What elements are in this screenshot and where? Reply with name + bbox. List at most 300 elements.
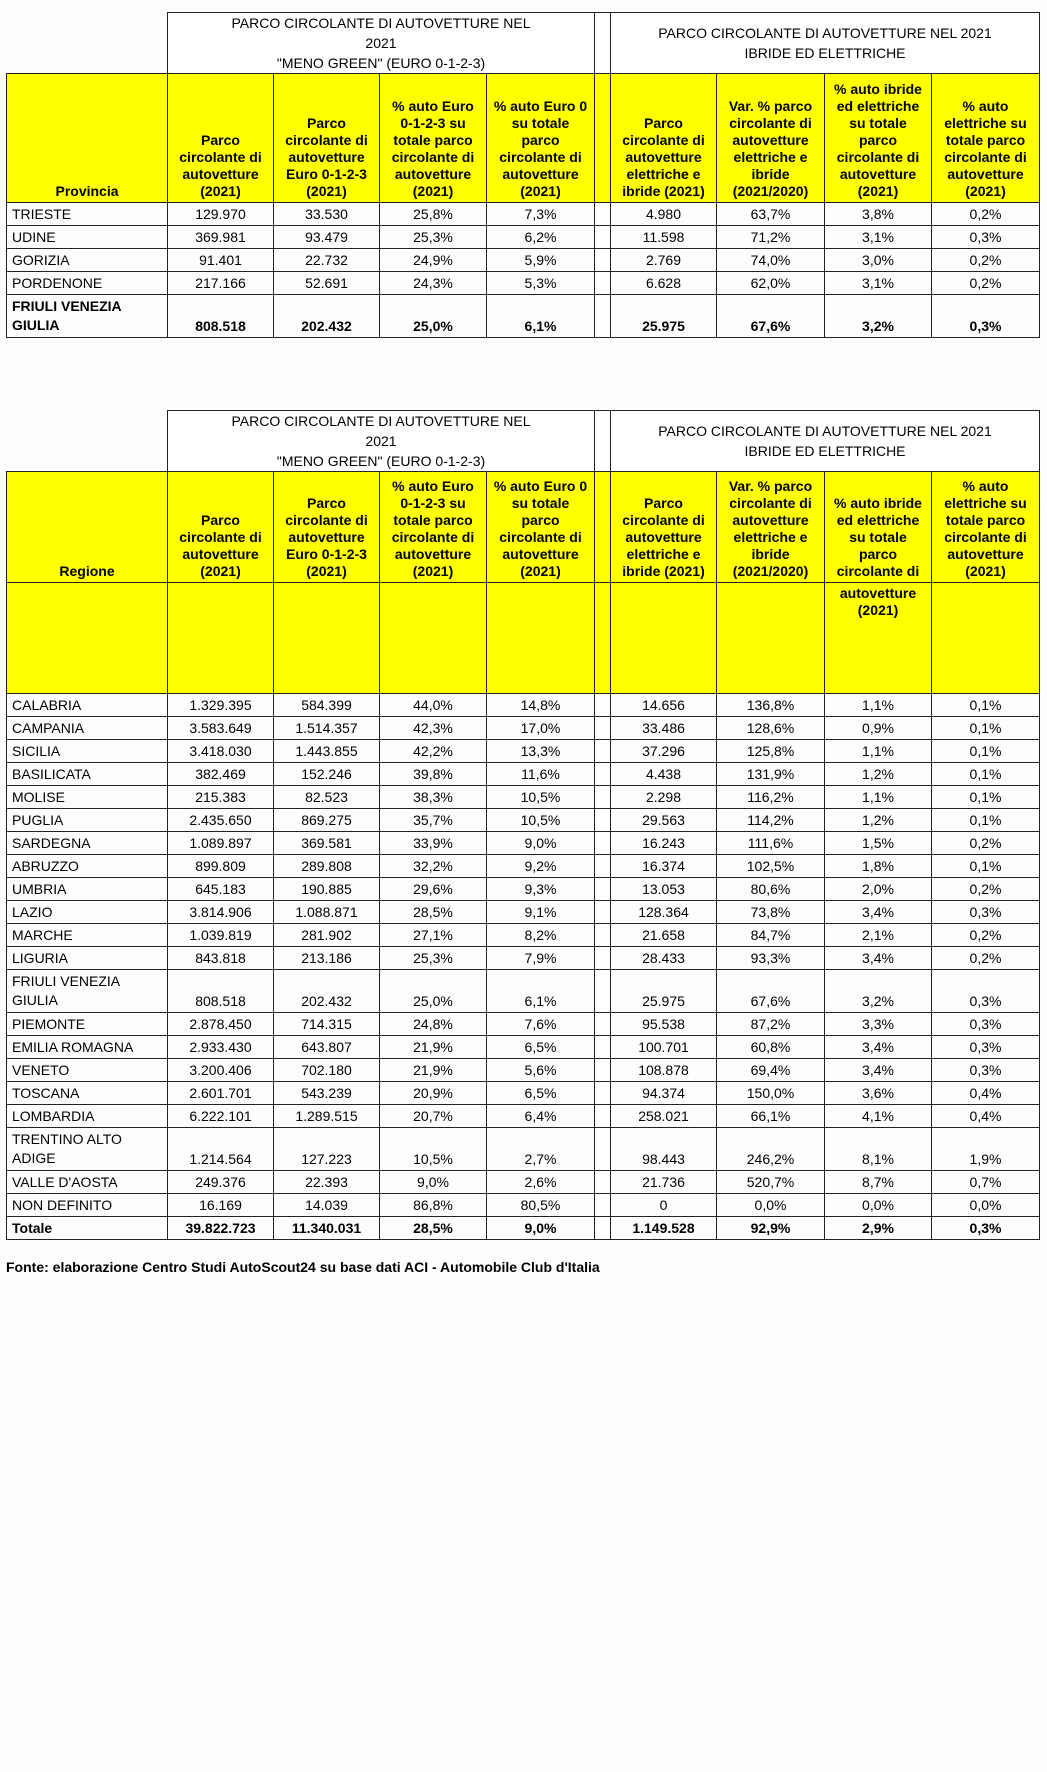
header-line: (2021) [412, 563, 454, 579]
header-line: PARCO CIRCOLANTE DI AUTOVETTURE NEL [231, 15, 531, 31]
table-row [7, 763, 1040, 786]
cell-pct_ibride: 3,2% [825, 970, 932, 1013]
cell-var_pct: 69,4% [717, 1059, 825, 1082]
spacer-cell [595, 1171, 611, 1194]
column-header-parco [168, 472, 274, 583]
cell-var_pct: 114,2% [717, 809, 825, 832]
cell-var_pct: 111,6% [717, 832, 825, 855]
header-line: circolante di [285, 132, 368, 148]
header-line: su totale [511, 495, 570, 511]
column-header-pct_euro0123 [380, 74, 487, 203]
header-line: circolante di [729, 495, 812, 511]
header-line: autovetture [947, 546, 1024, 562]
cell-elettriche_ibride: 25.975 [611, 970, 717, 1013]
row-name: Totale [7, 1217, 168, 1240]
header-line: circolante di [622, 132, 705, 148]
spacer-cell [595, 1217, 611, 1240]
empty-header-cell [717, 583, 825, 694]
cell-pct_ibride: 8,1% [825, 1128, 932, 1171]
row-name: LIGURIA [7, 947, 168, 970]
cell-pct_euro0123: 28,5% [380, 1217, 487, 1240]
cell-pct_euro0: 6,1% [487, 970, 595, 1013]
cell-euro0123: 281.902 [274, 924, 380, 947]
row-name: MARCHE [7, 924, 168, 947]
header-line: (2021/2020) [732, 183, 809, 199]
cell-euro0123: 152.246 [274, 763, 380, 786]
spacer-cell [595, 411, 611, 472]
header-line: 0-1-2-3 su [400, 115, 466, 131]
row-name: UMBRIA [7, 878, 168, 901]
cell-pct_ibride: 2,9% [825, 1217, 932, 1240]
cell-parco: 2.878.450 [168, 1013, 274, 1036]
header-line: circolante di [285, 512, 368, 528]
header-line: autovetture [947, 166, 1024, 182]
header-line: ibride [751, 546, 790, 562]
row-name: SARDEGNA [7, 832, 168, 855]
cell-euro0123: 82.523 [274, 786, 380, 809]
cell-pct_euro0123: 25,8% [380, 203, 487, 226]
column-header-regione: Regione [7, 472, 168, 583]
spacer-cell [595, 832, 611, 855]
cell-pct_ibride: 3,2% [825, 295, 932, 338]
cell-elettriche_ibride: 4.438 [611, 763, 717, 786]
cell-pct_euro0: 5,9% [487, 249, 595, 272]
cell-var_pct: 102,5% [717, 855, 825, 878]
cell-pct_ibride: 1,1% [825, 740, 932, 763]
cell-pct_ibride: 3,4% [825, 1059, 932, 1082]
cell-parco: 16.169 [168, 1194, 274, 1217]
table-row [7, 832, 1040, 855]
group-header-row [7, 411, 1040, 472]
cell-parco: 899.809 [168, 855, 274, 878]
cell-pct_ibride: 3,4% [825, 1036, 932, 1059]
cell-pct_euro0123: 44,0% [380, 694, 487, 717]
cell-pct_euro0123: 35,7% [380, 809, 487, 832]
table-row [7, 1217, 1040, 1240]
table-row [7, 272, 1040, 295]
cell-var_pct: 74,0% [717, 249, 825, 272]
column-header-row [7, 472, 1040, 583]
header-line: circolante di [836, 563, 920, 579]
header-line: (2021) [857, 602, 899, 618]
header-line: autovetture [182, 166, 259, 182]
header-line: % auto Euro 0 [493, 478, 588, 494]
table-row [7, 295, 1040, 338]
header-line: su totale [849, 115, 907, 131]
row-name: PORDENONE [7, 272, 168, 295]
empty-header-cell [168, 583, 274, 694]
cell-elettriche_ibride: 16.243 [611, 832, 717, 855]
empty-header-cell [611, 583, 717, 694]
cell-pct_ibride: 1,2% [825, 809, 932, 832]
cell-parco: 1.039.819 [168, 924, 274, 947]
cell-elettriche_ibride: 33.486 [611, 717, 717, 740]
cell-pct_elettriche: 0,4% [932, 1105, 1040, 1128]
cell-parco: 215.383 [168, 786, 274, 809]
cell-pct_euro0: 13,3% [487, 740, 595, 763]
cell-pct_ibride: 3,1% [825, 272, 932, 295]
cell-var_pct: 87,2% [717, 1013, 825, 1036]
spacer-cell [595, 74, 611, 203]
header-line: circolante di [836, 149, 920, 165]
cell-euro0123: 202.432 [274, 295, 380, 338]
column-header-row [7, 74, 1040, 203]
cell-var_pct: 150,0% [717, 1082, 825, 1105]
row-name: GORIZIA [7, 249, 168, 272]
header-line: (2021) [200, 563, 241, 579]
cell-pct_elettriche: 0,2% [932, 924, 1040, 947]
header-line: Parco [201, 132, 240, 148]
cell-parco: 808.518 [168, 970, 274, 1013]
cell-pct_ibride: 1,1% [825, 694, 932, 717]
column-header-pct_euro0123 [380, 472, 487, 583]
cell-pct_euro0123: 29,6% [380, 878, 487, 901]
header-line: elettriche e [626, 166, 701, 182]
cell-pct_euro0123: 28,5% [380, 901, 487, 924]
header-line: autovetture [839, 585, 917, 601]
cell-pct_ibride: 8,7% [825, 1171, 932, 1194]
cell-euro0123: 702.180 [274, 1059, 380, 1082]
table-row [7, 1171, 1040, 1194]
cell-pct_euro0: 10,5% [487, 786, 595, 809]
column-header-provincia: Provincia [7, 74, 168, 203]
column-header-parco [168, 74, 274, 203]
cell-pct_elettriche: 0,2% [932, 832, 1040, 855]
cell-pct_euro0123: 25,0% [380, 295, 487, 338]
header-line: ed elettriche [836, 98, 920, 114]
header-line: autovetture [625, 149, 702, 165]
header-line: circolante di [944, 529, 1027, 545]
spacer-cell [595, 13, 611, 74]
spacer-cell [595, 1036, 611, 1059]
cell-euro0123: 714.315 [274, 1013, 380, 1036]
cell-pct_euro0: 7,6% [487, 1013, 595, 1036]
cell-pct_ibride: 3,6% [825, 1082, 932, 1105]
header-line: circolante di [179, 149, 262, 165]
cell-pct_ibride: 3,0% [825, 249, 932, 272]
cell-pct_euro0: 9,1% [487, 901, 595, 924]
empty-header-cell [7, 583, 168, 694]
cell-pct_ibride: 2,0% [825, 878, 932, 901]
cell-pct_euro0: 9,3% [487, 878, 595, 901]
cell-var_pct: 71,2% [717, 226, 825, 249]
cell-pct_euro0123: 20,7% [380, 1105, 487, 1128]
header-line: parco [858, 546, 898, 562]
row-name: VALLE D'AOSTA [7, 1171, 168, 1194]
cell-pct_elettriche: 0,2% [932, 272, 1040, 295]
cell-pct_ibride: 2,1% [825, 924, 932, 947]
cell-parco: 249.376 [168, 1171, 274, 1194]
cell-var_pct: 116,2% [717, 786, 825, 809]
cell-pct_elettriche: 0,7% [932, 1171, 1040, 1194]
cell-pct_euro0: 9,0% [487, 832, 595, 855]
cell-pct_euro0: 7,9% [487, 947, 595, 970]
header-line: % auto ibride [834, 495, 922, 511]
header-line: Parco [644, 115, 683, 131]
column-header-elettriche_ibride [611, 472, 717, 583]
cell-pct_euro0123: 24,3% [380, 272, 487, 295]
header-line: % auto Euro [392, 478, 474, 494]
cell-elettriche_ibride: 1.149.528 [611, 1217, 717, 1240]
cell-parco: 39.822.723 [168, 1217, 274, 1240]
cell-var_pct: 92,9% [717, 1217, 825, 1240]
cell-var_pct: 60,8% [717, 1036, 825, 1059]
cell-pct_euro0: 17,0% [487, 717, 595, 740]
column-header-elettriche_ibride [611, 74, 717, 203]
cell-elettriche_ibride: 2.769 [611, 249, 717, 272]
cell-euro0123: 52.691 [274, 272, 380, 295]
cell-pct_euro0123: 10,5% [380, 1128, 487, 1171]
cell-pct_euro0123: 38,3% [380, 786, 487, 809]
cell-pct_euro0: 8,2% [487, 924, 595, 947]
row-name [7, 295, 168, 338]
cell-parco: 3.583.649 [168, 717, 274, 740]
header-line: parco [858, 132, 898, 148]
column-header-var_pct [717, 74, 825, 203]
spacer-cell [595, 1194, 611, 1217]
header-line: 0-1-2-3 su [400, 495, 466, 511]
cell-euro0123: 14.039 [274, 1194, 380, 1217]
header-line: PARCO CIRCOLANTE DI AUTOVETTURE NEL [231, 413, 531, 429]
header-line: (2021/2020) [732, 563, 809, 579]
table-row [7, 740, 1040, 763]
cell-pct_euro0123: 42,2% [380, 740, 487, 763]
empty-cell [7, 13, 168, 74]
header-line: Var. % parco [728, 478, 813, 494]
cell-var_pct: 128,6% [717, 717, 825, 740]
header-line: autovetture [732, 512, 809, 528]
header-line: Parco [201, 512, 240, 528]
cell-euro0123: 190.885 [274, 878, 380, 901]
cell-pct_ibride: 1,8% [825, 855, 932, 878]
cell-pct_euro0: 6,5% [487, 1082, 595, 1105]
cell-euro0123: 33.530 [274, 203, 380, 226]
cell-pct_ibride: 4,1% [825, 1105, 932, 1128]
spacer-cell [595, 855, 611, 878]
header-line: parco [521, 512, 560, 528]
cell-var_pct: 520,7% [717, 1171, 825, 1194]
header-line: (2021) [965, 183, 1006, 199]
column-header-pct_elettriche [932, 74, 1040, 203]
cell-parco: 382.469 [168, 763, 274, 786]
cell-var_pct: 73,8% [717, 901, 825, 924]
column-header-pct_ibride-continued [825, 583, 932, 694]
header-line: circolante di [499, 529, 582, 545]
header-line: GIULIA [12, 317, 60, 333]
cell-pct_ibride: 1,1% [825, 786, 932, 809]
cell-euro0123: 1.443.855 [274, 740, 380, 763]
region-table [6, 410, 1040, 1240]
header-line: ADIGE [12, 1150, 56, 1166]
spacer-cell [595, 717, 611, 740]
table-row [7, 203, 1040, 226]
spacer-cell [595, 1128, 611, 1171]
header-line: autovetture [732, 132, 809, 148]
spacer-cell [595, 970, 611, 1013]
spacer-cell [595, 1059, 611, 1082]
cell-elettriche_ibride: 2.298 [611, 786, 717, 809]
column-header-continuation-row [7, 583, 1040, 694]
cell-euro0123: 93.479 [274, 226, 380, 249]
header-line: IBRIDE ED ELETTRICHE [744, 45, 906, 61]
cell-pct_euro0123: 39,8% [380, 763, 487, 786]
cell-pct_ibride: 1,5% [825, 832, 932, 855]
spacer-cell [595, 1082, 611, 1105]
table-row [7, 1082, 1040, 1105]
cell-var_pct: 0,0% [717, 1194, 825, 1217]
cell-parco: 808.518 [168, 295, 274, 338]
cell-pct_euro0: 10,5% [487, 809, 595, 832]
cell-parco: 129.970 [168, 203, 274, 226]
cell-var_pct: 93,3% [717, 947, 825, 970]
cell-pct_ibride: 1,2% [825, 763, 932, 786]
cell-parco: 3.200.406 [168, 1059, 274, 1082]
cell-pct_elettriche: 0,2% [932, 249, 1040, 272]
cell-pct_euro0: 6,4% [487, 1105, 595, 1128]
cell-pct_elettriche: 0,3% [932, 1059, 1040, 1082]
row-name: TRIESTE [7, 203, 168, 226]
row-name: BASILICATA [7, 763, 168, 786]
header-line: (2021) [965, 563, 1006, 579]
cell-pct_euro0123: 42,3% [380, 717, 487, 740]
cell-elettriche_ibride: 37.296 [611, 740, 717, 763]
cell-parco: 843.818 [168, 947, 274, 970]
cell-pct_elettriche: 0,3% [932, 1013, 1040, 1036]
row-name: VENETO [7, 1059, 168, 1082]
cell-pct_elettriche: 0,1% [932, 717, 1040, 740]
header-line: PARCO CIRCOLANTE DI AUTOVETTURE NEL 2021 [658, 25, 992, 41]
row-name: PIEMONTE [7, 1013, 168, 1036]
header-line: autovetture [288, 529, 365, 545]
table-row [7, 1036, 1040, 1059]
spacer-cell [595, 295, 611, 338]
table-row [7, 947, 1040, 970]
header-line: circolante di [499, 149, 582, 165]
table-row [7, 1059, 1040, 1082]
header-line: 2021 [365, 35, 397, 51]
cell-pct_euro0: 5,6% [487, 1059, 595, 1082]
cell-var_pct: 66,1% [717, 1105, 825, 1128]
cell-var_pct: 246,2% [717, 1128, 825, 1171]
header-line: parco [521, 132, 560, 148]
cell-elettriche_ibride: 98.443 [611, 1128, 717, 1171]
cell-pct_elettriche: 0,3% [932, 295, 1040, 338]
group-header-row [7, 13, 1040, 74]
cell-elettriche_ibride: 21.736 [611, 1171, 717, 1194]
cell-elettriche_ibride: 0 [611, 1194, 717, 1217]
cell-pct_elettriche: 0,0% [932, 1194, 1040, 1217]
row-name: LAZIO [7, 901, 168, 924]
header-line: (2021) [412, 183, 454, 199]
group-header-meno-green [168, 13, 595, 74]
header-line: PARCO CIRCOLANTE DI AUTOVETTURE NEL 2021 [658, 423, 992, 439]
header-line: (2021) [200, 183, 241, 199]
cell-var_pct: 67,6% [717, 295, 825, 338]
row-name: LOMBARDIA [7, 1105, 168, 1128]
cell-elettriche_ibride: 128.364 [611, 901, 717, 924]
table-row [7, 809, 1040, 832]
spacer-cell [595, 249, 611, 272]
cell-euro0123: 11.340.031 [274, 1217, 380, 1240]
cell-euro0123: 22.732 [274, 249, 380, 272]
header-line: totale parco [393, 132, 473, 148]
header-line: "MENO GREEN" (EURO 0-1-2-3) [276, 453, 486, 469]
row-name [7, 970, 168, 1013]
cell-euro0123: 869.275 [274, 809, 380, 832]
cell-euro0123: 22.393 [274, 1171, 380, 1194]
cell-var_pct: 80,6% [717, 878, 825, 901]
cell-pct_euro0: 11,6% [487, 763, 595, 786]
province-table [6, 12, 1040, 338]
cell-elettriche_ibride: 6.628 [611, 272, 717, 295]
cell-elettriche_ibride: 95.538 [611, 1013, 717, 1036]
table-row [7, 249, 1040, 272]
cell-pct_euro0123: 27,1% [380, 924, 487, 947]
cell-pct_euro0: 2,7% [487, 1128, 595, 1171]
cell-elettriche_ibride: 25.975 [611, 295, 717, 338]
cell-var_pct: 131,9% [717, 763, 825, 786]
column-header-euro0123 [274, 472, 380, 583]
cell-elettriche_ibride: 108.878 [611, 1059, 717, 1082]
cell-euro0123: 1.289.515 [274, 1105, 380, 1128]
column-header-pct_euro0 [487, 472, 595, 583]
cell-pct_euro0: 6,1% [487, 295, 595, 338]
column-header-var_pct [717, 472, 825, 583]
spacer-cell [595, 947, 611, 970]
cell-pct_euro0123: 9,0% [380, 1171, 487, 1194]
cell-pct_elettriche: 0,1% [932, 740, 1040, 763]
cell-pct_elettriche: 0,3% [932, 1217, 1040, 1240]
group-header-ibride [611, 13, 1040, 74]
table-row [7, 970, 1040, 1013]
header-line: % auto [962, 478, 1009, 494]
cell-pct_euro0123: 21,9% [380, 1036, 487, 1059]
cell-pct_euro0123: 33,9% [380, 832, 487, 855]
header-line: Euro 0-1-2-3 [286, 546, 367, 562]
cell-pct_euro0123: 24,8% [380, 1013, 487, 1036]
cell-var_pct: 63,7% [717, 203, 825, 226]
cell-parco: 217.166 [168, 272, 274, 295]
header-line: Parco [307, 495, 346, 511]
header-line: % auto ibride [834, 81, 922, 97]
cell-elettriche_ibride: 29.563 [611, 809, 717, 832]
column-header-euro0123 [274, 74, 380, 203]
spacer-cell [595, 878, 611, 901]
header-line: % auto Euro 0 [493, 98, 588, 114]
row-name: SICILIA [7, 740, 168, 763]
header-line: (2021) [857, 183, 899, 199]
cell-pct_elettriche: 0,1% [932, 809, 1040, 832]
header-line: su totale [511, 115, 570, 131]
header-line: ed elettriche [836, 512, 920, 528]
cell-var_pct: 125,8% [717, 740, 825, 763]
row-name: MOLISE [7, 786, 168, 809]
group-header-meno-green [168, 411, 595, 472]
row-name: TOSCANA [7, 1082, 168, 1105]
header-line: (2021) [520, 563, 561, 579]
cell-parco: 1.089.897 [168, 832, 274, 855]
cell-pct_elettriche: 0,2% [932, 203, 1040, 226]
table-row [7, 1128, 1040, 1171]
header-line: "MENO GREEN" (EURO 0-1-2-3) [276, 55, 486, 71]
cell-pct_ibride: 3,4% [825, 901, 932, 924]
cell-euro0123: 202.432 [274, 970, 380, 1013]
spacer-cell [595, 203, 611, 226]
cell-pct_euro0: 5,3% [487, 272, 595, 295]
header-line: ibride (2021) [622, 183, 705, 199]
cell-pct_elettriche: 0,1% [932, 786, 1040, 809]
table-row [7, 1013, 1040, 1036]
